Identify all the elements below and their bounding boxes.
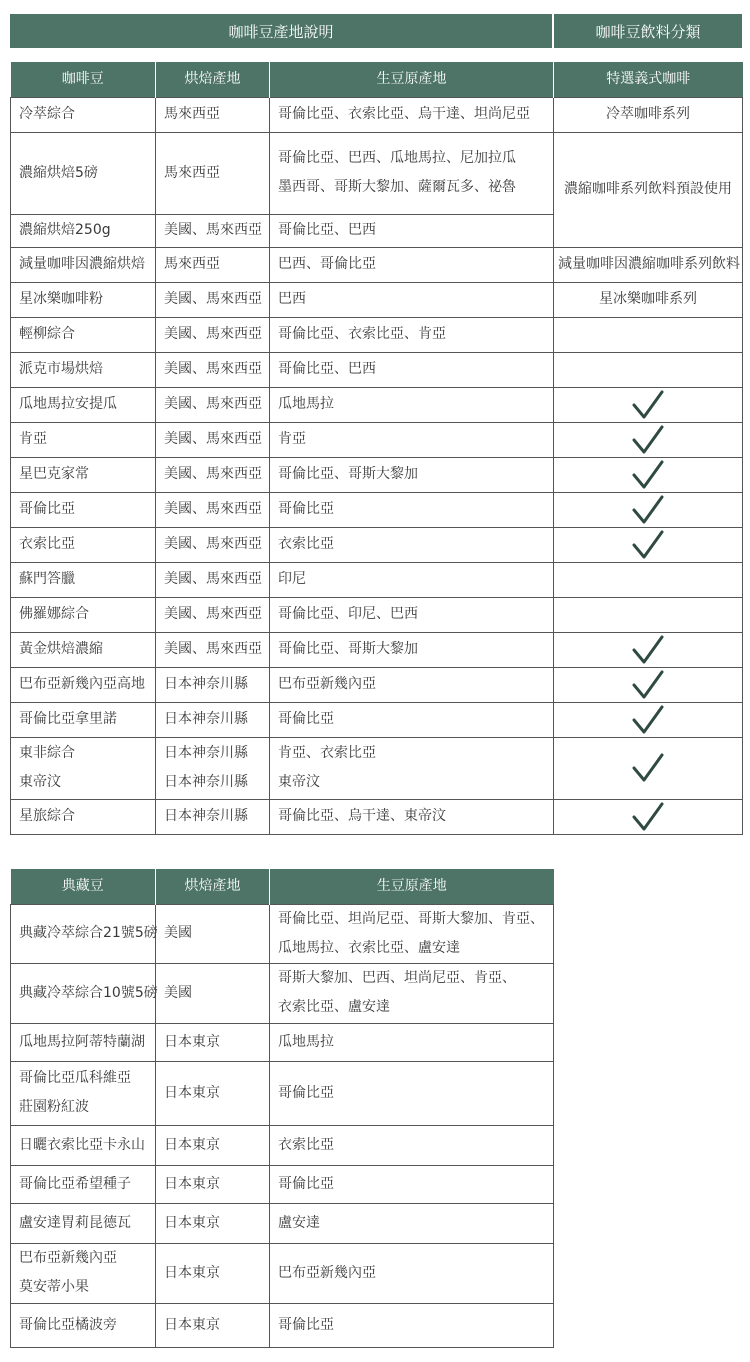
reserve-bean-name-cell-line: 瓜地馬拉阿蒂特蘭湖 — [19, 1033, 145, 1050]
green-bean-origin-cell — [270, 632, 554, 667]
table-row — [11, 492, 743, 527]
bean-name-cell-line: 蘇門答臘 — [19, 571, 75, 587]
roast-location-cell-line: 日本神奈川縣 — [164, 808, 248, 824]
reserve-bean-name-cell-line: 哥倫比亞希望種子 — [19, 1175, 131, 1192]
bean-name-cell-line: 哥倫比亞 — [19, 501, 75, 517]
green-bean-origin-cell — [270, 1023, 554, 1061]
bean-name-cell-line: 星巴克家常 — [19, 466, 89, 482]
roast-location-cell — [156, 527, 270, 562]
green-bean-origin-cell — [270, 597, 554, 632]
reserve-bean-name-cell — [11, 1243, 156, 1303]
roast-location-cell-line: 日本神奈川縣 — [164, 676, 248, 692]
green-bean-origin-cell-line: 肯亞 — [278, 431, 306, 447]
reserve-bean-table — [10, 869, 554, 1348]
green-bean-origin-cell — [270, 1243, 554, 1303]
bean-name-cell — [11, 667, 156, 702]
bean-name-cell — [11, 247, 156, 282]
green-bean-origin-cell — [270, 737, 554, 799]
espresso-check-cell — [554, 702, 743, 737]
table-row — [11, 904, 554, 963]
reserve-bean-name-cell — [11, 963, 156, 1023]
green-bean-origin-cell-line: 哥倫比亞、衣索比亞、烏干達、坦尚尼亞 — [278, 106, 530, 122]
roast-location-cell — [156, 632, 270, 667]
table-row — [11, 282, 743, 317]
table-row — [11, 132, 743, 214]
table-row — [11, 1303, 554, 1347]
table-row — [11, 597, 743, 632]
column-header-reserve-bean: 典藏豆 — [11, 869, 156, 904]
roast-location-cell — [156, 132, 270, 214]
drink-category-cell — [554, 282, 743, 317]
green-bean-origin-cell-line: 哥倫比亞、巴西 — [278, 222, 376, 238]
section-header-drink-class: 咖啡豆飲料分類 — [554, 14, 742, 48]
roast-location-cell — [156, 597, 270, 632]
bean-name-cell — [11, 97, 156, 132]
table-row — [11, 422, 743, 457]
green-bean-origin-cell — [270, 214, 554, 247]
table-row — [11, 1125, 554, 1165]
roast-location-cell-line: 馬來西亞 — [164, 106, 220, 122]
table-row — [11, 1023, 554, 1061]
bean-name-cell — [11, 317, 156, 352]
roast-location-cell-line: 美國、馬來西亞 — [164, 396, 262, 412]
bean-name-cell-line: 瓜地馬拉安提瓜 — [19, 396, 117, 412]
bean-name-cell — [11, 282, 156, 317]
roast-location-cell — [156, 352, 270, 387]
roast-location-cell-line: 美國、馬來西亞 — [164, 606, 262, 622]
check-icon — [631, 530, 665, 560]
table-row — [11, 702, 743, 737]
espresso-check-cell — [554, 527, 743, 562]
roast-location-cell-line: 美國、馬來西亞 — [164, 291, 262, 307]
roast-location-cell-line: 美國、馬來西亞 — [164, 571, 262, 587]
check-icon — [631, 495, 665, 525]
roast-location-cell-line: 日本東京 — [164, 1175, 220, 1192]
green-bean-origin-cell — [270, 1061, 554, 1125]
bean-name-cell-line: 冷萃綜合 — [19, 106, 75, 122]
roast-location-cell-line: 日本神奈川縣 — [164, 711, 248, 727]
drink-category-label: 濃縮咖啡系列飲料預設使用 — [564, 181, 732, 197]
green-bean-origin-cell — [270, 492, 554, 527]
bean-name-cell — [11, 737, 156, 799]
roast-location-cell-line: 美國、馬來西亞 — [164, 326, 262, 342]
bean-name-cell-line: 輕柳綜合 — [19, 326, 75, 342]
roast-location-cell-line: 日本東京 — [164, 1264, 220, 1281]
bean-name-cell — [11, 387, 156, 422]
roast-location-cell-line: 美國、馬來西亞 — [164, 536, 262, 552]
green-bean-origin-cell — [270, 1203, 554, 1243]
roast-location-cell-line: 美國 — [164, 984, 192, 1001]
espresso-check-cell — [554, 387, 743, 422]
espresso-check-cell — [554, 422, 743, 457]
table-row — [11, 632, 743, 667]
reserve-bean-name-cell — [11, 904, 156, 963]
roast-location-cell — [156, 799, 270, 834]
reserve-bean-name-cell-line: 哥倫比亞瓜科維亞 — [19, 1070, 131, 1086]
bean-name-cell-line: 派克市場烘焙 — [19, 361, 103, 377]
bean-name-cell — [11, 702, 156, 737]
check-icon — [631, 425, 665, 455]
green-bean-origin-cell-line: 哥倫比亞 — [278, 711, 334, 727]
drink-category-cell — [554, 132, 743, 247]
roast-location-cell — [156, 457, 270, 492]
roast-location-cell-line: 美國、馬來西亞 — [164, 641, 262, 657]
green-bean-origin-cell-line: 瓜地馬拉 — [278, 1033, 334, 1050]
green-bean-origin-cell-line: 哥倫比亞、哥斯大黎加 — [278, 466, 418, 482]
green-bean-origin-cell-line: 衣索比亞 — [278, 536, 334, 552]
green-bean-origin-cell-line: 東帝汶 — [278, 774, 320, 790]
espresso-check-cell — [554, 737, 743, 799]
roast-location-cell-line: 美國、馬來西亞 — [164, 501, 262, 517]
table-row — [11, 737, 743, 799]
roast-location-cell — [156, 422, 270, 457]
reserve-bean-name-cell — [11, 1303, 156, 1347]
green-bean-origin-cell-line: 印尼 — [278, 571, 306, 587]
table-row — [11, 1061, 554, 1125]
reserve-bean-name-cell-line: 典藏冷萃綜合21號5磅 — [19, 925, 158, 941]
green-bean-origin-cell — [270, 1165, 554, 1203]
roast-location-cell-line: 日本東京 — [164, 1136, 220, 1153]
bean-name-cell — [11, 352, 156, 387]
roast-location-cell — [156, 492, 270, 527]
bean-name-cell — [11, 214, 156, 247]
roast-location-cell-line: 美國、馬來西亞 — [164, 222, 262, 238]
roast-location-cell-line: 馬來西亞 — [164, 256, 220, 272]
column-header-origin: 生豆原產地 — [270, 869, 554, 904]
reserve-bean-name-cell — [11, 1203, 156, 1243]
green-bean-origin-cell-line: 肯亞、衣索比亞 — [278, 745, 376, 761]
green-bean-origin-cell-line: 哥斯大黎加、巴西、坦尚尼亞、肯亞、 — [278, 970, 516, 986]
table-row — [11, 457, 743, 492]
roast-location-cell — [156, 667, 270, 702]
drink-category-cell — [554, 317, 743, 352]
table-row — [11, 667, 743, 702]
table-row — [11, 1243, 554, 1303]
espresso-check-cell — [554, 632, 743, 667]
table-row — [11, 799, 743, 834]
reserve-bean-name-cell — [11, 1061, 156, 1125]
column-header-origin: 生豆原產地 — [270, 62, 554, 97]
table-header-row — [11, 869, 554, 904]
bean-name-cell — [11, 132, 156, 214]
bean-name-cell-line: 東帝汶 — [19, 774, 61, 790]
roast-location-cell — [156, 1303, 270, 1347]
table-row — [11, 1165, 554, 1203]
roast-location-cell — [156, 702, 270, 737]
drink-category-cell — [554, 562, 743, 597]
espresso-check-cell — [554, 799, 743, 834]
bean-name-cell-line: 濃縮烘焙250g — [19, 222, 111, 238]
green-bean-origin-cell — [270, 282, 554, 317]
roast-location-cell — [156, 562, 270, 597]
bean-name-cell-line: 濃縮烘焙5磅 — [19, 164, 98, 181]
green-bean-origin-cell — [270, 317, 554, 352]
roast-location-cell — [156, 737, 270, 799]
green-bean-origin-cell — [270, 352, 554, 387]
green-bean-origin-cell-line: 哥倫比亞、哥斯大黎加 — [278, 641, 418, 657]
table-row — [11, 963, 554, 1023]
check-icon — [631, 802, 665, 832]
green-bean-origin-cell-line: 哥倫比亞 — [278, 1316, 334, 1333]
green-bean-origin-cell-line: 哥倫比亞、坦尚尼亞、哥斯大黎加、肯亞、 — [278, 910, 544, 927]
bean-name-cell — [11, 527, 156, 562]
reserve-bean-name-cell-line: 巴布亞新幾內亞 — [19, 1250, 117, 1266]
drink-category-label: 減量咖啡因濃縮咖啡系列飲料 — [558, 256, 740, 272]
green-bean-origin-cell-line: 巴西 — [278, 291, 306, 307]
bean-name-cell-line: 巴布亞新幾內亞高地 — [19, 676, 145, 692]
table-header-row — [11, 62, 743, 97]
bean-name-cell — [11, 597, 156, 632]
check-icon — [631, 390, 665, 420]
green-bean-origin-cell-line: 哥倫比亞 — [278, 501, 334, 517]
green-bean-origin-cell — [270, 1303, 554, 1347]
reserve-bean-name-cell-line: 莫安蒂小果 — [19, 1279, 89, 1295]
check-icon — [631, 670, 665, 700]
green-bean-origin-cell-line: 哥倫比亞、印尼、巴西 — [278, 606, 418, 622]
green-bean-origin-cell-line: 哥倫比亞 — [278, 1175, 334, 1192]
table-row — [11, 97, 743, 132]
bean-name-cell — [11, 632, 156, 667]
column-header-espresso: 特選義式咖啡 — [554, 62, 743, 97]
reserve-bean-name-cell-line: 盧安達胃莉昆德瓦 — [19, 1214, 131, 1231]
roast-location-cell — [156, 1023, 270, 1061]
bean-name-cell-line: 黃金烘焙濃縮 — [19, 641, 103, 657]
green-bean-origin-cell-line: 巴布亞新幾內亞 — [278, 1264, 376, 1281]
roast-location-cell-line: 美國、馬來西亞 — [164, 361, 262, 377]
roast-location-cell-line: 日本神奈川縣 — [164, 745, 248, 761]
reserve-bean-name-cell — [11, 1023, 156, 1061]
drink-category-label: 星冰樂咖啡系列 — [599, 291, 697, 307]
column-header-bean: 咖啡豆 — [11, 62, 156, 97]
roast-location-cell-line: 日本東京 — [164, 1033, 220, 1050]
green-bean-origin-cell-line: 哥倫比亞、巴西、瓜地馬拉、尼加拉瓜 — [278, 150, 516, 166]
roast-location-cell-line: 美國、馬來西亞 — [164, 431, 262, 447]
espresso-check-cell — [554, 457, 743, 492]
roast-location-cell — [156, 97, 270, 132]
roast-location-cell-line: 美國、馬來西亞 — [164, 466, 262, 482]
bean-name-cell — [11, 457, 156, 492]
green-bean-origin-cell-line: 哥倫比亞、衣索比亞、肯亞 — [278, 326, 446, 342]
column-header-roast: 烘焙產地 — [156, 62, 270, 97]
green-bean-origin-cell-line: 瓜地馬拉 — [278, 396, 334, 412]
coffee-bean-table — [10, 62, 743, 835]
bean-name-cell-line: 衣索比亞 — [19, 536, 75, 552]
bean-name-cell-line: 減量咖啡因濃縮烘焙 — [19, 256, 145, 272]
reserve-bean-name-cell-line: 日曬衣索比亞卡永山 — [19, 1136, 145, 1153]
green-bean-origin-cell — [270, 667, 554, 702]
reserve-bean-name-cell — [11, 1165, 156, 1203]
roast-location-cell — [156, 247, 270, 282]
green-bean-origin-cell — [270, 422, 554, 457]
table-row — [11, 1203, 554, 1243]
espresso-check-cell — [554, 667, 743, 702]
roast-location-cell-line: 日本東京 — [164, 1214, 220, 1231]
check-icon — [631, 460, 665, 490]
bean-name-cell — [11, 799, 156, 834]
roast-location-cell-line: 日本神奈川縣 — [164, 774, 248, 790]
bean-name-cell-line: 佛羅娜綜合 — [19, 606, 89, 622]
reserve-bean-name-cell — [11, 1125, 156, 1165]
roast-location-cell — [156, 1243, 270, 1303]
column-header-roast: 烘焙產地 — [156, 869, 270, 904]
check-icon — [631, 753, 665, 783]
green-bean-origin-cell — [270, 1125, 554, 1165]
bean-name-cell — [11, 422, 156, 457]
green-bean-origin-cell — [270, 702, 554, 737]
bean-name-cell — [11, 562, 156, 597]
roast-location-cell-line: 日本東京 — [164, 1316, 220, 1333]
roast-location-cell — [156, 282, 270, 317]
green-bean-origin-cell — [270, 387, 554, 422]
drink-category-cell — [554, 597, 743, 632]
bean-name-cell-line: 哥倫比亞拿里諾 — [19, 711, 117, 727]
green-bean-origin-cell-line: 衣索比亞、盧安達 — [278, 999, 390, 1015]
table-row — [11, 527, 743, 562]
bean-name-cell-line: 星旅綜合 — [19, 808, 75, 824]
bean-name-cell — [11, 492, 156, 527]
reserve-bean-name-cell-line: 莊園粉紅波 — [19, 1099, 89, 1115]
check-icon — [631, 705, 665, 735]
green-bean-origin-cell-line: 哥倫比亞 — [278, 1084, 334, 1101]
reserve-bean-name-cell-line: 典藏冷萃綜合10號5磅 — [19, 984, 158, 1001]
roast-location-cell — [156, 1061, 270, 1125]
green-bean-origin-cell — [270, 562, 554, 597]
drink-category-label: 冷萃咖啡系列 — [606, 106, 690, 122]
green-bean-origin-cell — [270, 963, 554, 1023]
table-row — [11, 562, 743, 597]
table-row — [11, 247, 743, 282]
espresso-check-cell — [554, 492, 743, 527]
roast-location-cell — [156, 904, 270, 963]
green-bean-origin-cell — [270, 247, 554, 282]
green-bean-origin-cell — [270, 97, 554, 132]
green-bean-origin-cell — [270, 457, 554, 492]
green-bean-origin-cell — [270, 132, 554, 214]
roast-location-cell — [156, 214, 270, 247]
table-row — [11, 352, 743, 387]
bean-name-cell-line: 肯亞 — [19, 431, 47, 447]
green-bean-origin-cell — [270, 527, 554, 562]
bean-name-cell-line: 星冰樂咖啡粉 — [19, 291, 103, 307]
roast-location-cell — [156, 317, 270, 352]
roast-location-cell — [156, 963, 270, 1023]
green-bean-origin-cell-line: 巴布亞新幾內亞 — [278, 676, 376, 692]
bean-name-cell-line: 東非綜合 — [19, 745, 75, 761]
check-icon — [631, 635, 665, 665]
roast-location-cell — [156, 387, 270, 422]
roast-location-cell — [156, 1165, 270, 1203]
table-row — [11, 387, 743, 422]
roast-location-cell-line: 馬來西亞 — [164, 164, 220, 181]
roast-location-cell-line: 美國 — [164, 925, 192, 941]
green-bean-origin-cell-line: 墨西哥、哥斯大黎加、薩爾瓦多、祕魯 — [278, 179, 516, 195]
green-bean-origin-cell — [270, 904, 554, 963]
green-bean-origin-cell-line: 巴西、哥倫比亞 — [278, 256, 376, 272]
table-row — [11, 317, 743, 352]
green-bean-origin-cell-line: 哥倫比亞、烏干達、東帝汶 — [278, 808, 446, 824]
drink-category-cell — [554, 247, 743, 282]
green-bean-origin-cell-line: 衣索比亞 — [278, 1136, 334, 1153]
green-bean-origin-cell — [270, 799, 554, 834]
roast-location-cell-line: 日本東京 — [164, 1084, 220, 1101]
roast-location-cell — [156, 1125, 270, 1165]
section-header-origin: 咖啡豆產地說明 — [10, 14, 552, 48]
reserve-bean-name-cell-line: 哥倫比亞橘波旁 — [19, 1316, 117, 1333]
drink-category-cell — [554, 352, 743, 387]
green-bean-origin-cell-line: 盧安達 — [278, 1214, 320, 1231]
green-bean-origin-cell-line: 瓜地馬拉、衣索比亞、盧安達 — [278, 939, 460, 956]
drink-category-cell — [554, 97, 743, 132]
green-bean-origin-cell-line: 哥倫比亞、巴西 — [278, 361, 376, 377]
roast-location-cell — [156, 1203, 270, 1243]
